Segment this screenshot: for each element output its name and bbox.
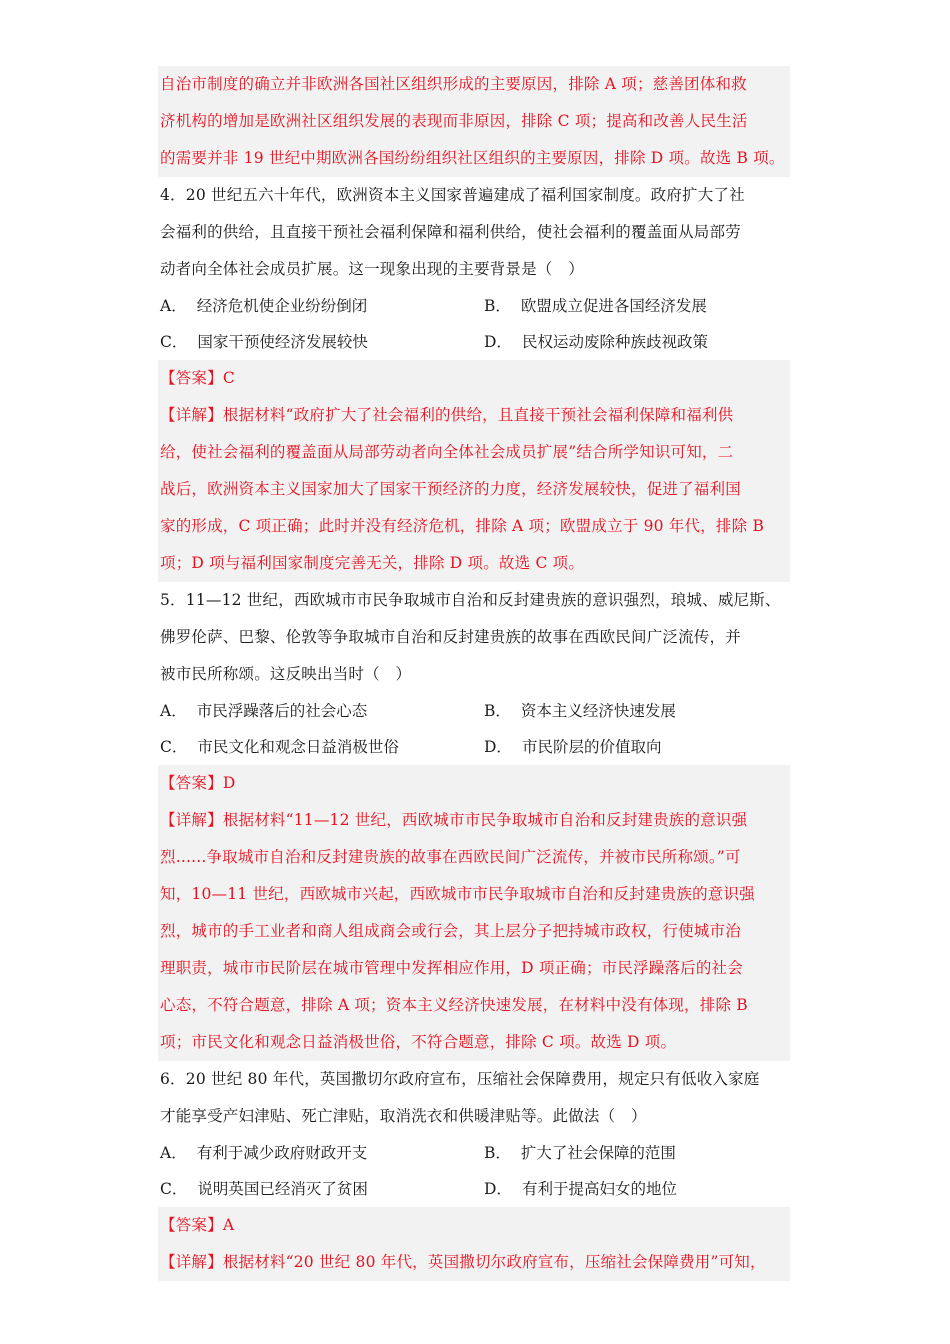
option-text: 资本主义经济快速发展 bbox=[520, 702, 676, 720]
answer-block-6 bbox=[158, 1207, 790, 1281]
question-stem-line: 5．11—12 世纪，西欧城市市民争取城市自治和反封建贵族的意识强烈，琅城、威尼斯、 bbox=[160, 591, 781, 609]
explanation-line: 的需要并非 19 世纪中期欧洲各国纷纷组织社区组织的主要原因，排除 D 项。故选 B 项。 bbox=[160, 149, 785, 167]
option-text: 国家干预使经济发展较快 bbox=[197, 333, 368, 351]
detail-line: 烈，城市的手工业者和商人组成商会或行会，其上层分子把持城市政权，行使城市治 bbox=[160, 922, 741, 940]
answer-label: 【答案】 bbox=[160, 774, 223, 792]
detail-line: 战后，欧洲资本主义国家加大了国家干预经济的力度，经济发展较快，促进了福利国 bbox=[160, 480, 741, 498]
option-d: D． 有利于提高妇女的地位 bbox=[484, 1180, 677, 1198]
answer-block-4 bbox=[158, 360, 790, 582]
option-text: 扩大了社会保障的范围 bbox=[520, 1144, 676, 1162]
answer-value: C bbox=[222, 369, 235, 387]
option-text: 民权运动废除种族歧视政策 bbox=[521, 333, 708, 351]
detail-line: 【详解】根据材料“11—12 世纪，西欧城市市民争取城市自治和反封建贵族的意识强 bbox=[160, 811, 748, 829]
options-row bbox=[158, 1135, 808, 1171]
detail-line: 理职责，城市市民阶层在城市管理中发挥相应作用，D 项正确；市民浮躁落后的社会 bbox=[160, 959, 743, 977]
question-stem-line: 4．20 世纪五六十年代，欧洲资本主义国家普遍建成了福利国家制度。政府扩大了社 bbox=[160, 186, 745, 204]
option-a: A． 市民浮躁落后的社会心态 bbox=[160, 702, 368, 720]
option-text: 市民阶层的价值取向 bbox=[521, 738, 662, 756]
options-row bbox=[158, 324, 808, 360]
document-page bbox=[158, 66, 808, 1281]
question-stem-line: 会福利的供给，且直接干预社会福利保障和福利供给，使社会福利的覆盖面从局部劳 bbox=[160, 223, 741, 241]
option-text: 经济危机使企业纷纷倒闭 bbox=[196, 297, 368, 315]
question-stem-line: 被市民所称颂。这反映出当时（ ） bbox=[160, 665, 412, 683]
option-a: A． 经济危机使企业纷纷倒闭 bbox=[160, 297, 368, 315]
option-text: 欧盟成立促进各国经济发展 bbox=[520, 297, 707, 315]
option-text: 市民浮躁落后的社会心态 bbox=[196, 702, 368, 720]
detail-label: 【详解】 bbox=[160, 811, 223, 829]
option-text: 有利于减少政府财政开支 bbox=[196, 1144, 368, 1162]
detail-line: 项；市民文化和观念日益消极世俗，不符合题意，排除 C 项。故选 D 项。 bbox=[160, 1033, 677, 1051]
question-4 bbox=[158, 177, 808, 360]
option-d: D． 民权运动废除种族歧视政策 bbox=[484, 333, 708, 351]
answer-block-5 bbox=[158, 765, 790, 1061]
question-5 bbox=[158, 582, 808, 765]
detail-line: 知，10—11 世纪，西欧城市兴起，西欧城市市民争取城市自治和反封建贵族的意识强 bbox=[160, 885, 755, 903]
detail-line: 【详解】根据材料“政府扩大了社会福利的供给，且直接干预社会福利保障和福利供 bbox=[160, 406, 734, 424]
answer-line bbox=[158, 1207, 790, 1244]
option-c: C． 市民文化和观念日益消极世俗 bbox=[160, 738, 399, 756]
previous-explanation-continuation bbox=[158, 66, 790, 177]
option-d: D． 市民阶层的价值取向 bbox=[484, 738, 662, 756]
question-stem-line: 才能享受产妇津贴、死亡津贴，取消洗衣和供暖津贴等。此做法（ ） bbox=[160, 1107, 647, 1125]
explanation-line: 自治市制度的确立并非欧洲各国社区组织形成的主要原因，排除 A 项；慈善团体和救 bbox=[160, 75, 747, 93]
detail-line: 心态，不符合题意，排除 A 项；资本主义经济快速发展，在材料中没有体现，排除 B bbox=[160, 996, 748, 1014]
answer-value: D bbox=[222, 774, 236, 792]
option-text: 市民文化和观念日益消极世俗 bbox=[197, 738, 399, 756]
options-row bbox=[158, 288, 808, 324]
option-c: C． 国家干预使经济发展较快 bbox=[160, 333, 368, 351]
detail-line: 烈......争取城市自治和反封建贵族的故事在西欧民间广泛流传，并被市民所称颂。”可 bbox=[160, 848, 741, 866]
question-6 bbox=[158, 1061, 808, 1207]
option-c: C． 说明英国已经消灭了贫困 bbox=[160, 1180, 368, 1198]
options-row bbox=[158, 729, 808, 765]
question-stem-line: 动者向全体社会成员扩展。这一现象出现的主要背景是（ ） bbox=[160, 260, 584, 278]
detail-line: 家的形成，C 项正确；此时并没有经济危机，排除 A 项；欧盟成立于 90 年代，排除 B bbox=[160, 517, 765, 535]
option-a: A． 有利于减少政府财政开支 bbox=[160, 1144, 368, 1162]
detail-line: 项；D 项与福利国家制度完善无关，排除 D 项。故选 C 项。 bbox=[160, 554, 585, 572]
option-text: 说明英国已经消灭了贫困 bbox=[197, 1180, 368, 1198]
explanation-line: 济机构的增加是欧洲社区组织发展的表现而非原因，排除 C 项；提高和改善人民生活 bbox=[160, 112, 748, 130]
detail-label: 【详解】 bbox=[160, 1253, 223, 1271]
detail-label: 【详解】 bbox=[160, 406, 223, 424]
question-stem-line: 佛罗伦萨、巴黎、伦敦等争取城市自治和反封建贵族的故事在西欧民间广泛流传，并 bbox=[160, 628, 741, 646]
option-b: B． 欧盟成立促进各国经济发展 bbox=[484, 297, 707, 315]
answer-value: A bbox=[222, 1216, 235, 1234]
option-b: B． 资本主义经济快速发展 bbox=[484, 702, 676, 720]
answer-line bbox=[158, 360, 790, 397]
answer-label: 【答案】 bbox=[160, 369, 223, 387]
question-stem-line: 6．20 世纪 80 年代，英国撒切尔政府宣布，压缩社会保障费用，规定只有低收入家庭 bbox=[160, 1070, 760, 1088]
answer-label: 【答案】 bbox=[160, 1216, 223, 1234]
options-row bbox=[158, 693, 808, 729]
answer-line bbox=[158, 765, 790, 802]
detail-line: 给，使社会福利的覆盖面从局部劳动者向全体社会成员扩展”结合所学知识可知，二 bbox=[160, 443, 734, 461]
options-row bbox=[158, 1171, 808, 1207]
option-b: B． 扩大了社会保障的范围 bbox=[484, 1144, 676, 1162]
detail-line: 【详解】根据材料“20 世纪 80 年代，英国撒切尔政府宣布，压缩社会保障费用”可知， bbox=[160, 1253, 766, 1271]
option-text: 有利于提高妇女的地位 bbox=[521, 1180, 677, 1198]
